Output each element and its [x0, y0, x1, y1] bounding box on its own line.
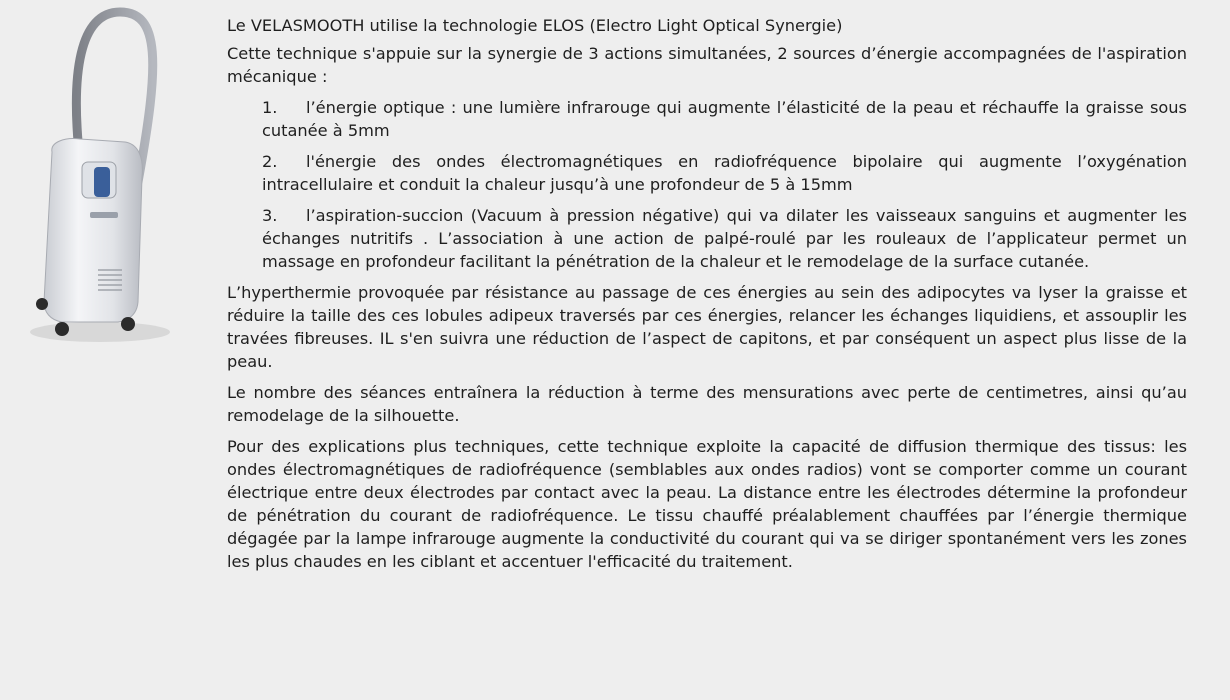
list-item-number: 2. [262, 152, 278, 171]
list-item-text: l’énergie optique : une lumière infrarouge qui augmente l’élasticité de la peau et réchauffe la graisse sous cutanée à 5mm [262, 98, 1187, 140]
paragraph-synergie: Cette technique s'appuie sur la synergie de 3 actions simultanées, 2 sources d’énergie accompagnées de l'aspiration mécanique : [227, 44, 1187, 86]
velasmooth-device-image [10, 2, 185, 347]
applicator [94, 167, 110, 197]
list-item-number: 1. [262, 98, 278, 117]
list-item-number: 3. [262, 206, 278, 225]
list-item-text: l'énergie des ondes électromagnétiques en radiofréquence bipolaire qui augmente l’oxygénation intracellulaire et conduit la chaleur jusqu’à une profondeur de 5 à 15mm [262, 152, 1187, 194]
paragraph-explications: Pour des explications plus techniques, cette technique exploite la capacité de diffusion thermique des tissus: les ondes électromagnétiques de radiofréquence (semblables aux ondes radios) vont se comporter comme un courant électrique entre deux électrodes par contact avec la peau. La distance entre les électrodes détermine la profondeur de pénétration du courant de radiofréquence. Le tissu chauffé préalablement chauffées par l’énergie thermique dégagée par la lampe infrarouge augmente la conductivité du courant qui va se diriger spontanément vers les zones les plus chaudes en les ciblant et accentuer l'efficacité du traitement. [227, 437, 1187, 571]
paragraph-elos: Le VELASMOOTH utilise la technologie ELOS (Electro Light Optical Synergie) [227, 16, 843, 35]
list-item-text: l’aspiration-succion (Vacuum à pression négative) qui va dilater les vaisseaux sanguins et augmenter les échanges nutritifs . L’association à une action de palpé-roulé par les rouleaux de l’applicateur permet un massage en profondeur facilitant la pénétration de la chaleur et le remodelage de la surface cutanée. [262, 206, 1187, 271]
paragraph-seances: Le nombre des séances entraînera la réduction à terme des mensurations avec perte de centimetres, ainsi qu’au remodelage de la silhouette. [227, 383, 1187, 425]
list-item [227, 204, 1187, 273]
actions-list [227, 96, 1187, 273]
list-item [227, 150, 1187, 196]
paragraph-hyperthermie: L’hyperthermie provoquée par résistance au passage de ces énergies au sein des adipocytes va lyser la graisse et réduire la taille des ces lobules adipeux traversés par ces énergies, relancer les échanges liquidiens, et assouplir les travées fibreuses. IL s'en suivra une réduction de l’aspect de capitons, et par conséquent un aspect plus lisse de la peau. [227, 283, 1187, 371]
list-item [227, 96, 1187, 142]
article-text [227, 14, 1187, 581]
